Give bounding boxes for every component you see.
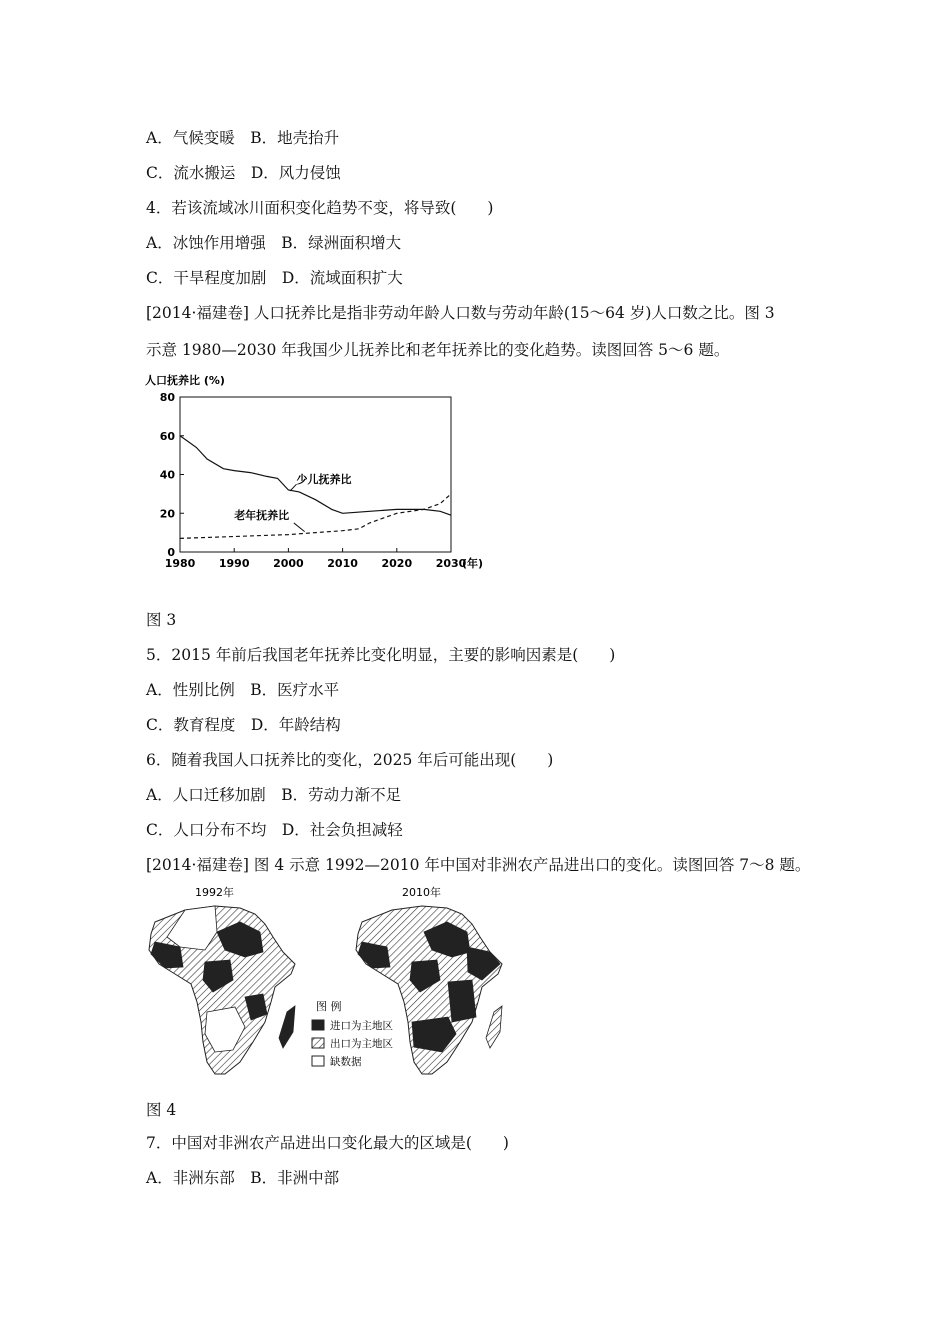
chart-ylabel: 人口抚养比 (%): [145, 374, 225, 387]
series-line-elderly: [180, 494, 451, 539]
question-4: 4．若该流域冰川面积变化趋势不变，将导致( ): [146, 199, 494, 217]
figure-3-caption: 图 3: [146, 611, 177, 629]
legend-swatch-export: [312, 1038, 324, 1048]
intro-fig3-line2: 示意 1980—2030 年我国少儿抚养比和老年抚养比的变化趋势。读图回答 5～6 题。: [146, 341, 730, 359]
option-line-c-d-q6: C．人口分布不均 D．社会负担减轻: [146, 821, 403, 839]
option-line-a-b-q6: A．人口迁移加剧 B．劳动力渐不足: [146, 786, 402, 804]
legend-import-label: 进口为主地区: [330, 1020, 393, 1032]
option-line-c-d-q4: C．干旱程度加剧 D．流域面积扩大: [146, 269, 403, 287]
x-tick-label: 2030: [435, 557, 467, 570]
y-tick-label: 60: [159, 429, 175, 443]
dependency-ratio-chart: [140, 370, 500, 580]
series-label-elderly: 老年抚养比: [234, 509, 290, 523]
x-tick-label: 2010: [327, 557, 358, 570]
x-axis-unit: (年): [462, 557, 484, 570]
question-6: 6．随着我国人口抚养比的变化，2025 年后可能出现( ): [146, 751, 554, 769]
legend-export-label: 出口为主地区: [330, 1038, 393, 1050]
legend-swatch-import: [312, 1020, 324, 1030]
intro-fig3-line1: [2014·福建卷] 人口抚养比是指非劳动年龄人口数与劳动年龄(15～64 岁)人口数之比。图 3: [146, 304, 775, 322]
map-legend: [312, 999, 393, 1068]
africa-map-1992: [149, 906, 295, 1074]
option-line-c-d-q5: C．教育程度 D．年龄结构: [146, 716, 341, 734]
y-tick-label: 0: [167, 546, 175, 559]
legend-nodata-label: 缺数据: [330, 1056, 362, 1068]
series-label-child: 少儿抚养比: [296, 473, 352, 487]
series-arrow-child: [290, 484, 297, 491]
legend-swatch-nodata: [312, 1056, 324, 1066]
series-arrow-elderly: [294, 523, 305, 532]
option-line-a-b-q7: A．非洲东部 B．非洲中部: [146, 1169, 340, 1187]
option-line-a-b-q4: A．冰蚀作用增强 B．绿洲面积增大: [146, 234, 402, 252]
region-east-2010: [448, 980, 476, 1022]
x-tick-label: 1990: [218, 557, 250, 570]
question-5: 5．2015 年前后我国老年抚养比变化明显，主要的影响因素是( ): [146, 646, 616, 664]
intro-fig4: [2014·福建卷] 图 4 示意 1992—2010 年中国对非洲农产品进出口的变化。读图回答 7～8 题。: [146, 856, 811, 874]
legend-title: 图 例: [316, 1000, 342, 1013]
option-line-c-d-q3: C．流水搬运 D．风力侵蚀: [146, 164, 341, 182]
y-tick-label: 20: [159, 507, 175, 521]
africa-trade-maps: [140, 880, 520, 1080]
option-line-a-b-q5: A．性别比例 B．医疗水平: [146, 681, 340, 699]
x-tick-label: 2000: [273, 557, 304, 570]
madagascar-2010: [486, 1006, 502, 1048]
y-tick-label: 40: [159, 468, 175, 482]
y-tick-label: 80: [159, 391, 175, 404]
option-line-a-b-q3: A．气候变暖 B．地壳抬升: [146, 129, 340, 147]
x-tick-label: 1980: [164, 557, 196, 570]
figure-4-caption: 图 4: [146, 1101, 177, 1119]
map-2010-title: 2010年: [402, 886, 441, 899]
map-1992-title: 1992年: [195, 886, 234, 899]
question-7: 7．中国对非洲农产品进出口变化最大的区域是( ): [146, 1134, 509, 1152]
x-tick-label: 2020: [381, 557, 413, 570]
madagascar-1992: [279, 1006, 295, 1048]
